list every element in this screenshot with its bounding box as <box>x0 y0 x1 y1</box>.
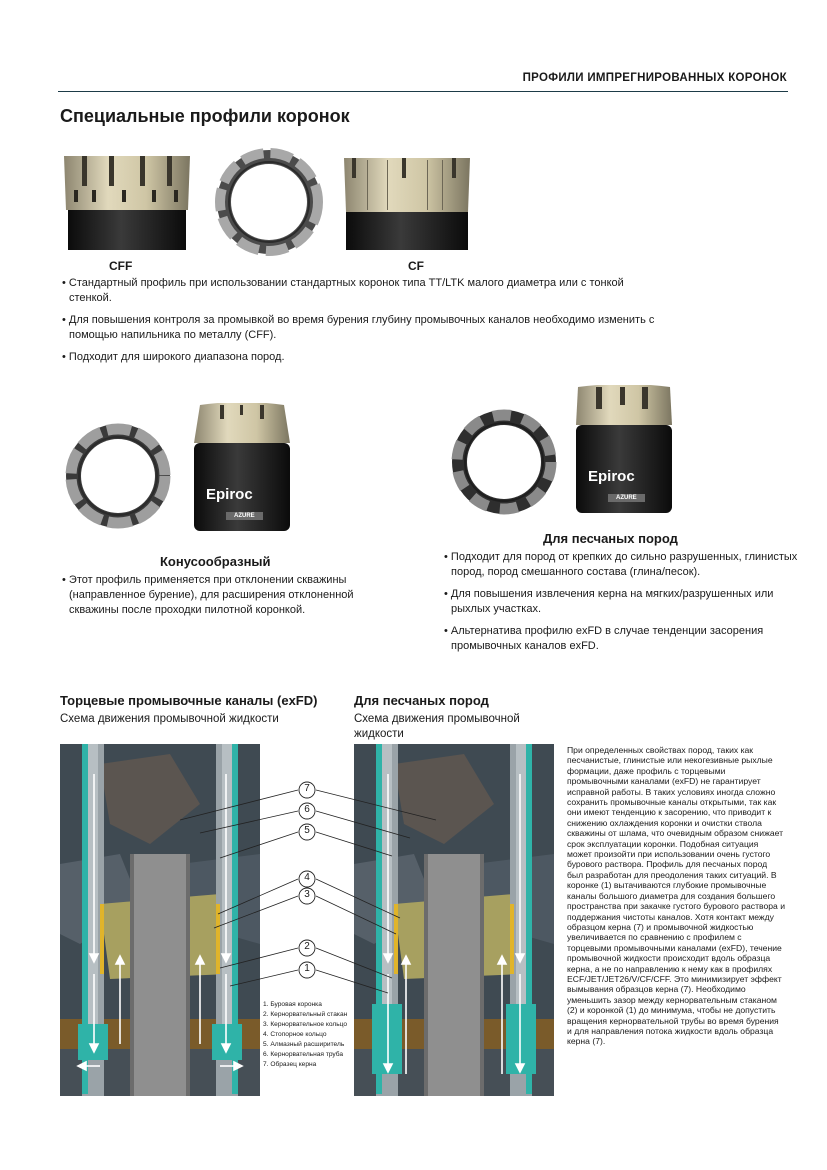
legend-item: 4. Стопорное кольцо <box>263 1031 327 1038</box>
callout-1: 1 <box>304 963 310 974</box>
legend-item: 2. Кернорвательный стакан <box>263 1011 348 1018</box>
legend-item: 3. Кернорвательное кольцо <box>263 1021 348 1028</box>
flush-left-title: Торцевые промывочные каналы (exFD) <box>60 693 318 708</box>
legend-item: 7. Образец керна <box>263 1061 317 1068</box>
conical-brand-logo: Epiroc <box>206 486 253 503</box>
callout-4: 4 <box>304 872 310 883</box>
section-title: Специальные профили коронок <box>60 106 350 126</box>
legend-item: 6. Кернорвательная труба <box>263 1051 344 1058</box>
cf-bit-image <box>342 150 472 250</box>
bullet-item: • Подходит для пород от крепких до сильно разрушенных, глинистых пород, пород смешанного состава (глина/песок). <box>444 551 798 578</box>
bullet-item: • Для повышения извлечения керна на мягких/разрушенных или рыхлых участках. <box>444 588 774 615</box>
bullet-item: • Альтернатива профилю exFD в случае тенденции засорения промывочных каналов exFD. <box>444 625 764 652</box>
sandy-title: Для песчаных пород <box>543 531 678 546</box>
conical-title: Конусообразный <box>160 554 271 569</box>
flush-left-subtitle: Схема движения промывочной жидкости <box>60 713 279 725</box>
cf-label: CF <box>408 259 424 273</box>
sandy-ring-image <box>448 406 560 518</box>
legend-item: 1. Буровая коронка <box>263 1001 322 1008</box>
callout-6: 6 <box>304 804 310 815</box>
flush-right-title: Для песчаных пород <box>354 693 489 708</box>
bullet-item: • Стандартный профиль при использовании стандартных коронок типа TT/LTK малого диаметра или с тонкой стенкой. <box>62 277 624 304</box>
bullet-item: • Для повышения контроля за промывкой во время бурения глубину промывочных каналов необходимо изменить с помощью напильника по металлу (CFF). <box>62 314 655 341</box>
side-description: При определенных свойствах пород, таких как песчанистые, глинистые или некогезивные рыхлые формации, даже профиль с торцевыми промывочными каналами (exFD) не гарантирует исправной работы. В таких условиях иногда сложно сохранить промывочные каналы открытыми, так как они имеют тенденцию к засорению, что приводит к снижению охлаждения коронки и очистки ствола скважины от шлама, что очевидным образом снижает срок эксплуатации коронки. Подобная ситуация может произойти при использовании очень густого бурового раствора. Профиль для песчаных пород был разработан для преодоления таких ситуаций. В коронке (1) вытачиваются глубокие промывочные каналы большого диаметра для создания большего пространства при закачке густого бурового раствора и поддержания чистоты каналов. Хотя контакт между образцом керна (7) и промывочной жидкостью увеличивается по сравнению с профилем с торцевыми промывочными каналами (exFD), течение промывочной жидкости происходит вдоль образца керна, а не по направлению к нему как в профилях ECF/JET/JET26/V/CF/CFF. Это минимизирует эффект вымывания образцов керна (7). Необходимо уменьшить зазор между кернорвательным стаканом (2) и коронкой (1) до минимума, чтобы не допустить вращения кернорвательной трубы во время бурения и для направления потока жидкости вдоль образца керна (7). <box>567 745 786 1047</box>
cff-label: CFF <box>109 259 133 273</box>
bullet-item: • Подходит для широкого диапазона пород. <box>62 351 285 363</box>
conical-ring-image <box>62 420 174 532</box>
legend-item: 5. Алмазный расширитель <box>263 1041 345 1048</box>
ring-bit-image <box>212 145 326 259</box>
flush-right-subtitle: Схема движения промывочной жидкости <box>354 713 520 740</box>
callout-5: 5 <box>304 825 310 836</box>
conical-bullets <box>60 573 400 625</box>
header-rule <box>58 91 788 92</box>
sandy-bullets <box>442 550 802 661</box>
header-title: ПРОФИЛИ ИМПРЕГНИРОВАННЫХ КОРОНОК <box>522 72 787 84</box>
cff-bit-image <box>62 150 192 250</box>
callout-2: 2 <box>304 941 310 952</box>
callout-3: 3 <box>304 889 310 900</box>
callout-7: 7 <box>304 783 310 794</box>
sandy-brand-logo: Epiroc <box>588 468 635 485</box>
sandy-series-badge: AZURE <box>608 494 645 502</box>
bullet-item: • Этот профиль применяется при отклонении скважины (направленное бурение), для расширения отклоненной скважины после проходки пилотной коронкой. <box>62 574 354 616</box>
top-bullets <box>60 276 660 372</box>
conical-series-badge: AZURE <box>226 512 263 520</box>
legend-box <box>260 996 354 1096</box>
